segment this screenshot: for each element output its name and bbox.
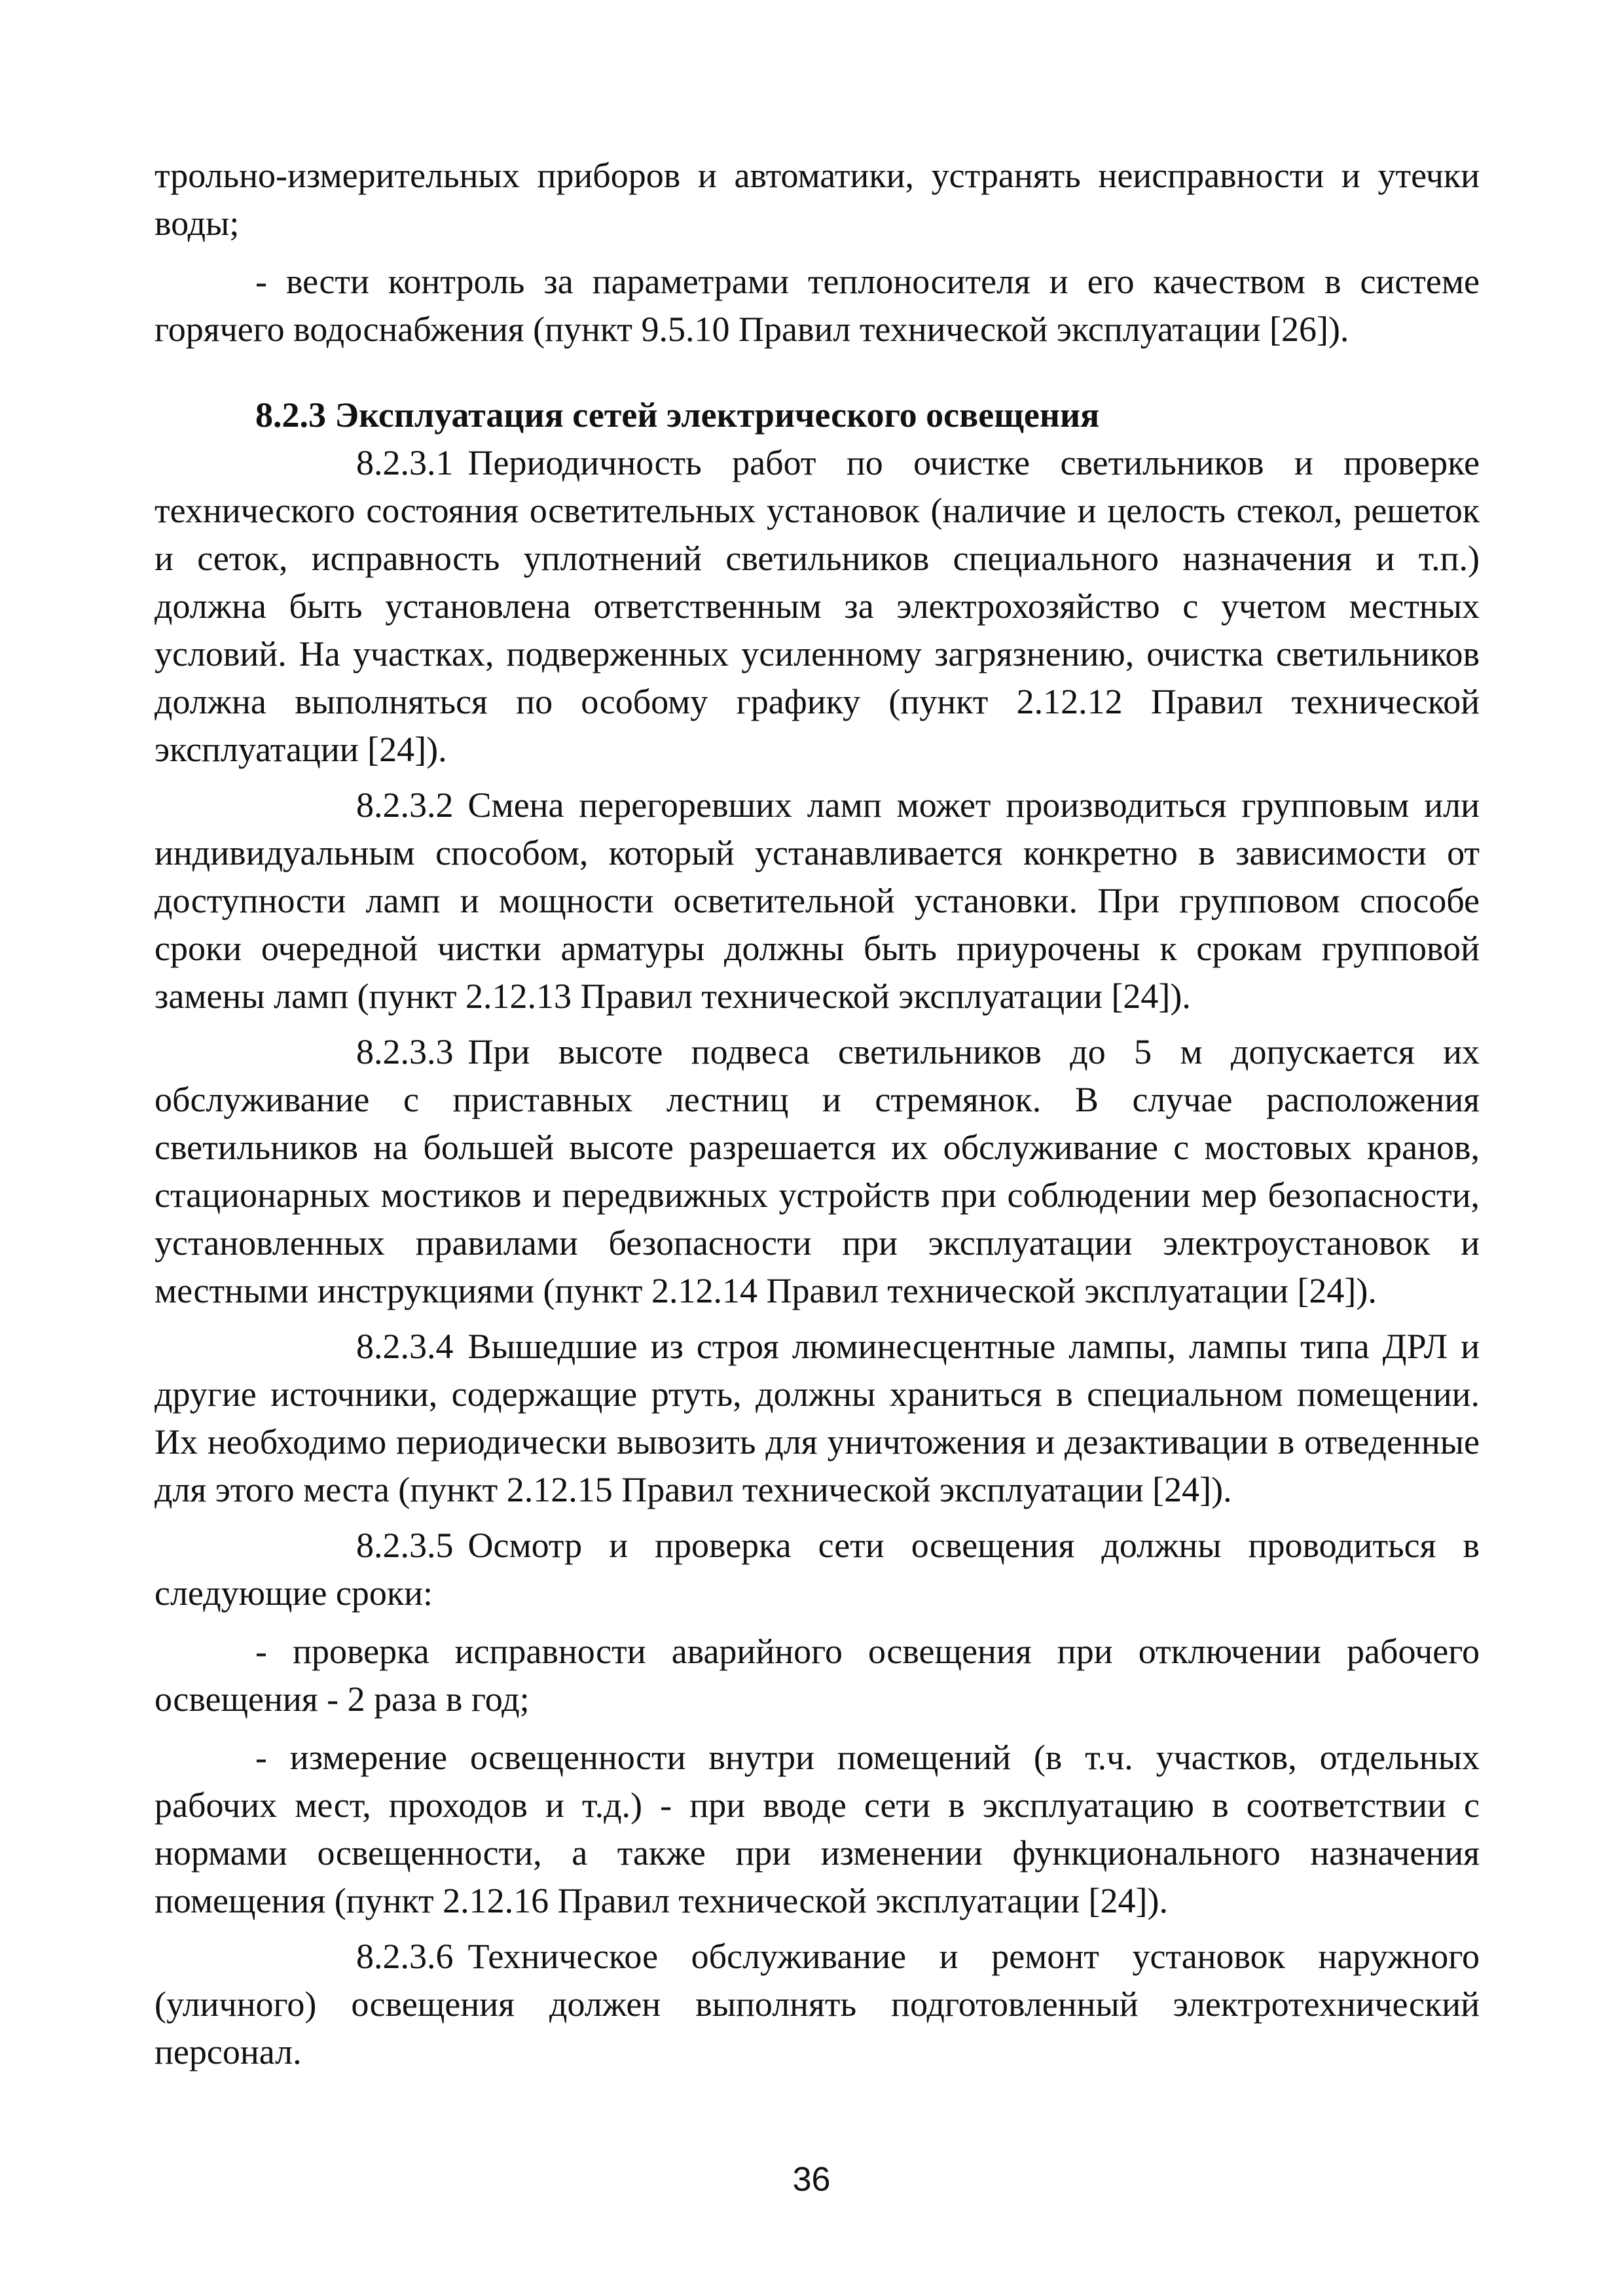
clause-text: Осмотр и проверка сети освещения должны проводиться в следующие сроки:: [155, 1526, 1480, 1613]
clause-number: 8.2.3.4: [356, 1327, 454, 1366]
clause-8-2-3-4: [155, 1323, 1480, 1514]
clause-text: При высоте подвеса светильников до 5 м допускается их обслуживание с приставных лестниц и стремянок. В случае расположения светильников на большей высоте разрешается их обслуживание с мостовых кранов, стационарных мостиков и передвижных устройств при соблюдении мер безопасности, установленных правилами безопасности при эксплуатации электроустановок и местными инструкциями (пункт 2.12.14 Правил технической эксплуатации [24]).: [155, 1032, 1480, 1310]
bullet-illuminance-measurement: - измерение освещенности внутри помещений (в т.ч. участков, отдельных рабочих мест, проходов и т.д.) - при вводе сети в эксплуатацию в соответствии с нормами освещенности, а также при изменении функционального назначения помещения (пункт 2.12.16 Правил технической эксплуатации [24]).: [155, 1738, 1480, 1920]
clause-8-2-3-1: [155, 439, 1480, 774]
clause-number: 8.2.3.2: [356, 785, 454, 825]
clause-text: Вышедшие из строя люминесцентные лампы, лампы типа ДРЛ и другие источники, содержащие ртуть, должны храниться в специальном помещении. Их необходимо периодически вывозить для уничтожения и дезактивации в отведенные для этого места (пункт 2.12.15 Правил технической эксплуатации [24]).: [155, 1327, 1480, 1509]
clause-8-2-3-3: [155, 1028, 1480, 1315]
clause-number: 8.2.3.1: [356, 443, 454, 482]
section-heading: 8.2.3 Эксплуатация сетей электрического освещения: [255, 395, 1100, 435]
clause-8-2-3-6: [155, 1933, 1480, 2076]
document-body: [155, 152, 1480, 2076]
intro-bullet-paragraph: - вести контроль за параметрами теплоносителя и его качеством в системе горячего водоснабжения (пункт 9.5.10 Правил технической эксплуатации [26]).: [155, 262, 1480, 349]
clause-number: 8.2.3.3: [356, 1032, 454, 1071]
clause-text: Смена перегоревших ламп может производиться групповым или индивидуальным способом, который устанавливается конкретно в зависимости от доступности ламп и мощности осветительной установки. При групповом способе сроки очередной чистки арматуры должны быть приурочены к срокам групповой замены ламп (пункт 2.12.13 Правил технической эксплуатации [24]).: [155, 785, 1480, 1016]
clause-number: 8.2.3.5: [356, 1526, 454, 1565]
clause-8-2-3-2: [155, 781, 1480, 1020]
clause-number: 8.2.3.6: [356, 1937, 454, 1976]
clause-text: Периодичность работ по очистке светильников и проверке технического состояния осветительных установок (наличие и целость стекол, решеток и сеток, исправность уплотнений светильников специального назначения и т.п.) должна быть установлена ответственным за электрохозяйство с учетом местных условий. На участках, подверженных усиленному загрязнению, очистка светильников должна выполняться по особому графику (пункт 2.12.12 Правил технической эксплуатации [24]).: [155, 443, 1480, 769]
intro-continuation-paragraph: трольно-измерительных приборов и автоматики, устранять неисправности и утечки воды;: [155, 156, 1480, 243]
clause-8-2-3-5: [155, 1522, 1480, 1617]
bullet-emergency-lighting-check: - проверка исправности аварийного освещения при отключении рабочего освещения - 2 раза в год;: [155, 1632, 1480, 1719]
clause-text: Техническое обслуживание и ремонт установок наружного (уличного) освещения должен выполнять подготовленный электротехнический персонал.: [155, 1937, 1480, 2072]
page-number: 36: [792, 2161, 831, 2198]
